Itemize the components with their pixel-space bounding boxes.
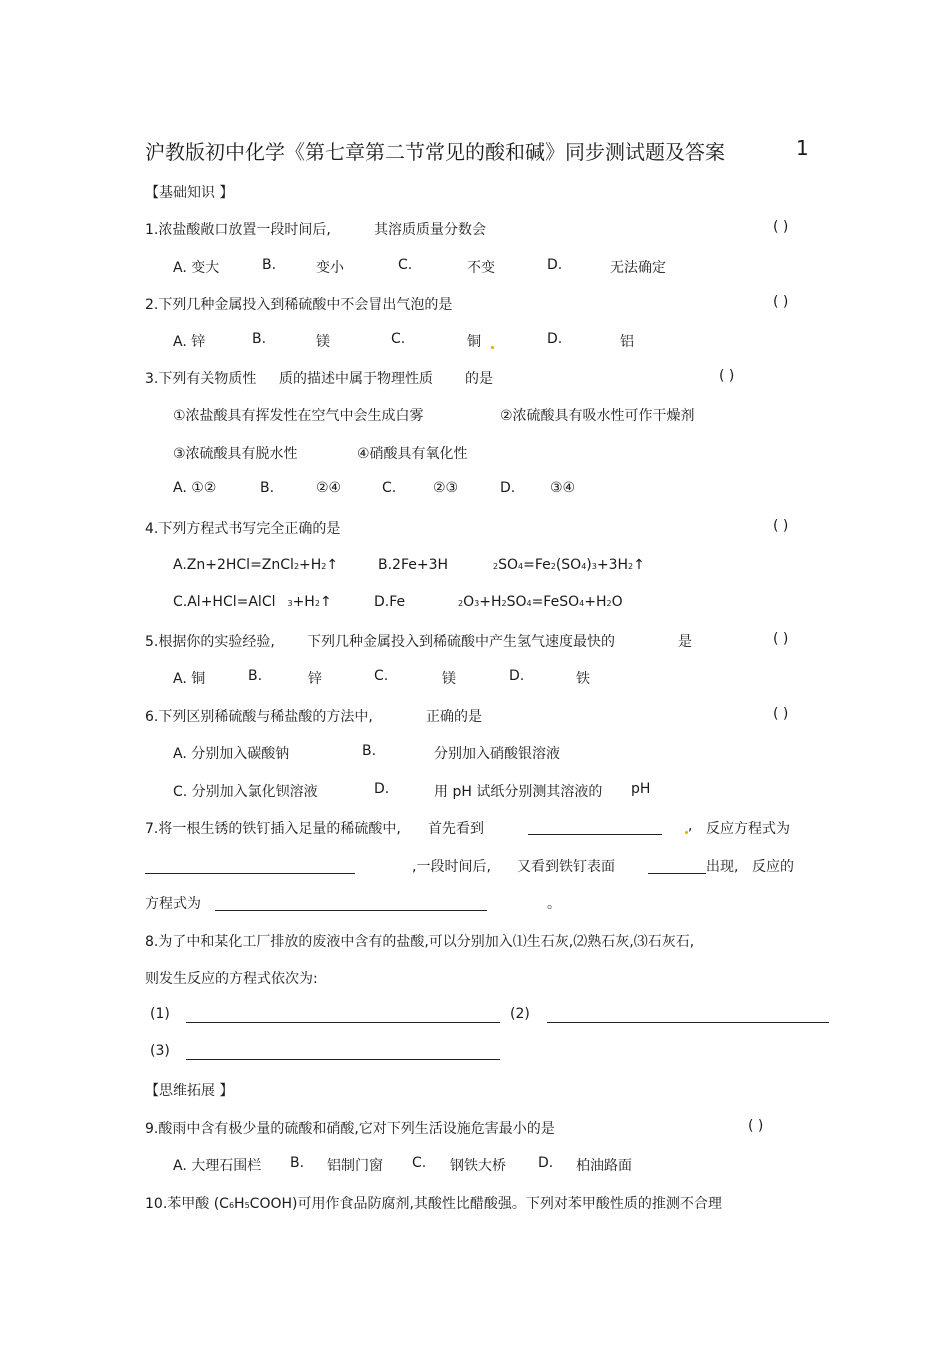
q7-blank-equation2[interactable] xyxy=(215,910,487,911)
q4-option-c: C.Al+HCl=AlCl 3+H2↑ xyxy=(173,594,332,610)
q9-stem: 9.酸雨中含有极少量的硫酸和硝酸,它对下列生活设施危害最小的是 xyxy=(145,1121,555,1137)
q7-line3-period: 。 xyxy=(547,896,561,912)
q3-statement-1: ①浓盐酸具有挥发性在空气中会生成白雾 xyxy=(173,408,424,424)
q3-answer-paren: ( ) xyxy=(719,368,735,384)
q2-stem: 2.下列几种金属投入到稀硫酸中不会冒出气泡的是 xyxy=(145,297,453,313)
q5-stem-part1: 5.根据你的实验经验, xyxy=(145,634,275,650)
q5-option-a: A. 铜 xyxy=(173,671,206,687)
q5-option-c: 镁 xyxy=(442,671,456,687)
q2-answer-paren: ( ) xyxy=(773,294,789,310)
q6-option-b: 分别加入硝酸银溶液 xyxy=(434,746,560,762)
page-number: 1 xyxy=(796,136,809,160)
q9-answer-paren: ( ) xyxy=(748,1118,764,1134)
q7-line1-comma: , xyxy=(688,818,693,834)
q5-answer-paren: ( ) xyxy=(773,631,789,647)
q7-blank-observation[interactable] xyxy=(528,834,662,835)
q8-line2: 则发生反应的方程式依次为: xyxy=(145,971,318,987)
q5-option-d-letter: D. xyxy=(509,668,525,684)
q6-option-c: C. 分别加入氯化钡溶液 xyxy=(173,784,318,800)
q1-option-a: A. 变大 xyxy=(173,260,220,276)
q7-blank-surface[interactable] xyxy=(648,873,706,874)
q1-option-b: 变小 xyxy=(316,260,344,276)
q3-option-c: ②③ xyxy=(433,480,459,496)
q7-line2-part2: 又看到铁钉表面 xyxy=(517,859,615,875)
q7-blank-equation1[interactable] xyxy=(145,873,355,874)
q8-blank-3[interactable] xyxy=(186,1059,500,1060)
q3-statement-3: ③浓硫酸具有脱水性 xyxy=(173,446,298,462)
q8-blank-2[interactable] xyxy=(547,1022,829,1023)
q4-option-a: A.Zn+2HCl=ZnCl2+H2↑ xyxy=(173,557,339,573)
q8-line1: 8.为了中和某化工厂排放的废液中含有的盐酸,可以分别加入⑴生石灰,⑵熟石灰,⑶石灰石, xyxy=(145,934,695,950)
q4-option-d-part2: 2O3+H2SO4=FeSO4+H2O xyxy=(458,594,623,610)
q1-option-c-letter: C. xyxy=(398,257,413,273)
q6-option-a: A. 分别加入碳酸钠 xyxy=(173,746,290,762)
q3-option-d-letter: D. xyxy=(500,480,516,496)
q1-stem-part1: 1.浓盐酸敞口放置一段时间后, xyxy=(145,222,331,238)
q6-stem-part2: 正确的是 xyxy=(426,709,482,725)
q6-option-b-letter: B. xyxy=(362,743,377,759)
q2-option-b-letter: B. xyxy=(252,331,267,347)
q3-statement-2: ②浓硫酸具有吸水性可作干燥剂 xyxy=(500,408,695,424)
q10-stem: 10.苯甲酸 (C6H5COOH)可用作食品防腐剂,其酸性比醋酸强。下列对苯甲酸性质的推测不合理 xyxy=(145,1196,722,1212)
q9-option-b-letter: B. xyxy=(290,1155,305,1171)
q7-line1-part3: 反应方程式为 xyxy=(706,821,790,837)
q8-label-3: (3) xyxy=(150,1043,170,1059)
highlight-dot xyxy=(491,346,494,349)
q9-option-d: 柏油路面 xyxy=(576,1158,632,1174)
q7-line1-part2: 首先看到 xyxy=(428,821,484,837)
q9-option-c: 钢铁大桥 xyxy=(450,1158,506,1174)
q5-option-d: 铁 xyxy=(576,671,590,687)
q5-stem-part3: 是 xyxy=(678,634,692,650)
q1-stem-part2: 其溶质质量分数会 xyxy=(374,222,486,238)
q7-line1-part1: 7.将一根生锈的铁钉插入足量的稀硫酸中, xyxy=(145,821,401,837)
q1-answer-paren: ( ) xyxy=(773,219,789,235)
q3-statement-4: ④硝酸具有氧化性 xyxy=(357,446,468,462)
q7-line2-part3: 出现, xyxy=(706,859,739,875)
q7-line3-part1: 方程式为 xyxy=(145,896,201,912)
q9-option-c-letter: C. xyxy=(412,1155,427,1171)
q2-option-c-letter: C. xyxy=(391,331,406,347)
q2-option-b: 镁 xyxy=(316,334,330,350)
q4-stem: 4.下列方程式书写完全正确的是 xyxy=(145,521,341,537)
page-title: 沪教版初中化学《第七章第二节常见的酸和碱》同步测试题及答案 xyxy=(145,140,725,164)
q3-option-b: ②④ xyxy=(316,480,342,496)
q4-option-b-part2: 2SO4=Fe2(SO4)3+3H2↑ xyxy=(493,557,645,573)
q5-option-b: 锌 xyxy=(308,671,322,687)
q9-option-d-letter: D. xyxy=(538,1155,554,1171)
q6-option-d-letter: D. xyxy=(374,781,390,797)
q2-option-d: 铝 xyxy=(620,334,634,350)
q4-option-b-part1: B.2Fe+3H xyxy=(378,557,449,573)
q3-option-b-letter: B. xyxy=(260,480,275,496)
q2-option-d-letter: D. xyxy=(547,331,563,347)
q5-option-b-letter: B. xyxy=(248,668,263,684)
q1-option-b-letter: B. xyxy=(262,257,277,273)
q1-option-d: 无法确定 xyxy=(610,260,666,276)
q6-answer-paren: ( ) xyxy=(773,706,789,722)
q5-stem-part2: 下列几种金属投入到稀硫酸中产生氢气速度最快的 xyxy=(307,634,615,650)
q8-label-2: (2) xyxy=(510,1006,530,1022)
q7-line2-part4: 反应的 xyxy=(752,859,794,875)
q8-label-1: (1) xyxy=(150,1006,170,1022)
q2-option-a: A. 锌 xyxy=(173,334,206,350)
q3-stem-part2: 质的描述中属于物理性质 xyxy=(279,371,433,387)
section-extend-heading: 【思维拓展 】 xyxy=(145,1083,234,1099)
q3-option-c-letter: C. xyxy=(382,480,397,496)
q3-stem-part1: 3.下列有关物质性 xyxy=(145,371,257,387)
q8-blank-1[interactable] xyxy=(186,1022,500,1023)
q1-option-d-letter: D. xyxy=(547,257,563,273)
q1-option-c: 不变 xyxy=(467,260,495,276)
q6-stem-part1: 6.下列区别稀硫酸与稀盐酸的方法中, xyxy=(145,709,373,725)
q3-option-a: A. ①② xyxy=(173,480,217,496)
q9-option-a: A. 大理石围栏 xyxy=(173,1158,262,1174)
q6-option-d-ph: pH xyxy=(631,781,651,797)
q9-option-b: 铝制门窗 xyxy=(327,1158,383,1174)
q5-option-c-letter: C. xyxy=(374,668,389,684)
q7-line2-part1: ,一段时间后, xyxy=(412,859,491,875)
q2-option-c: 铜 xyxy=(467,334,481,350)
section-basic-heading: 【基础知识 】 xyxy=(145,185,234,201)
q3-stem-part3: 的是 xyxy=(465,371,493,387)
q4-answer-paren: ( ) xyxy=(773,518,789,534)
highlight-dot xyxy=(685,831,688,834)
q4-option-d-part1: D.Fe xyxy=(374,594,406,610)
q6-option-d: 用 pH 试纸分别测其溶液的 xyxy=(434,784,603,800)
q3-option-d: ③④ xyxy=(550,480,576,496)
